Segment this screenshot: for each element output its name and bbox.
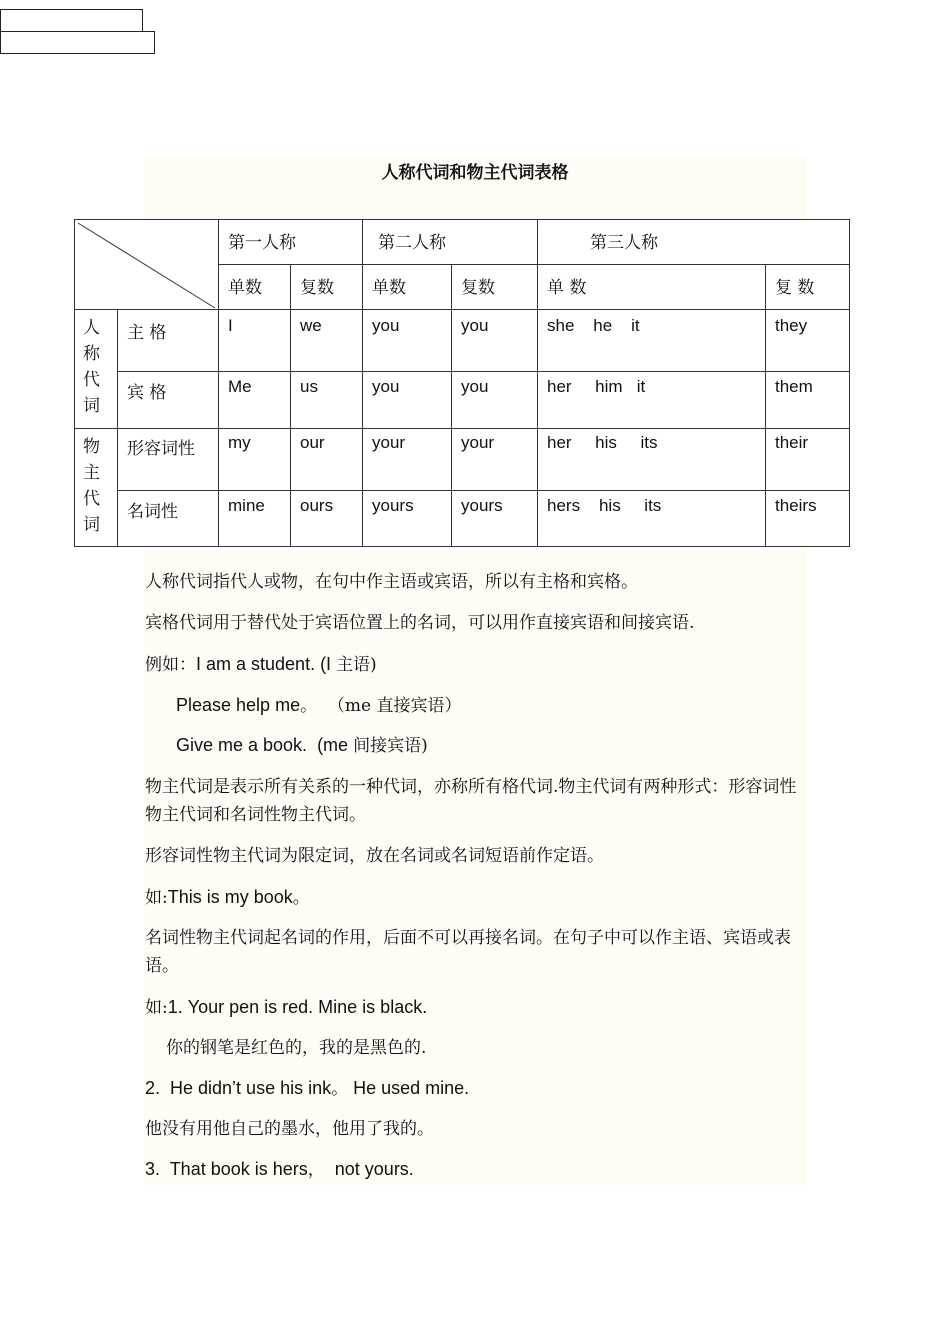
table-cell: Me: [219, 372, 291, 429]
table-cell: her him it: [538, 372, 766, 429]
example-text-end: He used mine.: [348, 1078, 470, 1098]
example-prefix: 如:: [145, 998, 168, 1018]
table-cell: she he it: [538, 310, 766, 372]
pronoun-table: [74, 219, 850, 547]
example-line-4: [145, 883, 805, 912]
table-cell: yours: [452, 491, 538, 547]
table-cell: your: [452, 429, 538, 491]
example-mid: 。: [331, 1079, 349, 1099]
example-line-7: [145, 1155, 805, 1184]
example-line-5: [145, 993, 805, 1022]
example-text: 1. Your pen is red. Mine is black.: [167, 997, 428, 1017]
table-cell: I: [219, 310, 291, 372]
diagonal-header-cell: [75, 220, 219, 310]
header-second-person: 第二人称: [363, 220, 538, 265]
example-text: Give me a book. (me: [176, 735, 354, 755]
table-cell: them: [766, 372, 850, 429]
example-text: I am a student. (I: [196, 654, 337, 674]
example-text-end: not yours.: [324, 1159, 414, 1179]
example-text: This is my book: [167, 887, 293, 907]
table-cell: you: [452, 310, 538, 372]
header-plural: 复数: [291, 265, 363, 310]
header-singular: 单数: [219, 265, 291, 310]
header-singular: 单数: [363, 265, 452, 310]
group-label-text: 人称代词: [83, 318, 100, 416]
table-cell: theirs: [766, 491, 850, 547]
table-cell: we: [291, 310, 363, 372]
example-line-6: [145, 1074, 805, 1103]
paragraph-personal-pronouns: 人称代词指代人或物，在句中作主语或宾语，所以有主格和宾格。: [145, 572, 638, 592]
table-cell: you: [363, 372, 452, 429]
table-cell: her his its: [538, 429, 766, 491]
paragraph-nominal-possessive: 名词性物主代词起名词的作用，后面不可以再接名词。在句子中可以作主语、宾语或表语。: [145, 928, 791, 976]
table-cell: mine: [219, 491, 291, 547]
example-end: 。: [292, 888, 310, 908]
example-prefix: 如:: [145, 888, 168, 908]
example-note: 主语): [336, 655, 377, 675]
paragraph-possessive-pronouns: 物主代词是表示所有关系的一种代词，亦称所有格代词.物主代词有两种形式：形容词性物主代词和名词性物主代词。: [145, 777, 797, 825]
table-cell: their: [766, 429, 850, 491]
table-cell: yours: [363, 491, 452, 547]
example-note: 。 （me 直接宾语）: [300, 696, 462, 716]
table-cell: hers his its: [538, 491, 766, 547]
example-line-2: [176, 691, 796, 720]
example-mid: ，: [307, 1160, 325, 1180]
page-title: 人称代词和物主代词表格: [381, 163, 569, 183]
group-label-possessive: [75, 429, 118, 547]
table-cell: your: [363, 429, 452, 491]
header-box-2: [0, 31, 155, 54]
paragraph-adjectival-possessive: 形容词性物主代词为限定词，放在名词或名词短语前作定语。: [145, 846, 604, 866]
header-plural: 复 数: [766, 265, 850, 310]
row-label: 宾 格: [118, 372, 219, 429]
table-cell: you: [363, 310, 452, 372]
table-cell: they: [766, 310, 850, 372]
group-label-personal: [75, 310, 118, 429]
row-label: 形容词性: [118, 429, 219, 491]
table-cell: us: [291, 372, 363, 429]
header-singular: 单 数: [538, 265, 766, 310]
header-first-person: 第一人称: [219, 220, 363, 265]
table-cell: our: [291, 429, 363, 491]
header-third-person: 第三人称: [538, 220, 850, 265]
paragraph-objective-case: 宾格代词用于替代处于宾语位置上的名词，可以用作直接宾语和间接宾语.: [145, 613, 695, 633]
table-cell: you: [452, 372, 538, 429]
example-translation-5: 你的钢笔是红色的，我的是黑色的.: [166, 1038, 427, 1058]
example-prefix: 例如：: [145, 655, 196, 675]
example-text: Please help me: [176, 695, 301, 715]
table-cell: ours: [291, 491, 363, 547]
example-note: 间接宾语): [353, 736, 428, 756]
example-text: 3. That book is hers: [145, 1159, 308, 1179]
example-translation-6: 他没有用他自己的墨水，他用了我的。: [145, 1119, 434, 1139]
example-line-3: [176, 731, 796, 760]
header-plural: 复数: [452, 265, 538, 310]
row-label: 名词性: [118, 491, 219, 547]
example-text: 2. He didn’t use his ink: [145, 1078, 332, 1098]
diagonal-line: [75, 220, 219, 310]
header-box-1: [0, 9, 143, 32]
group-label-text: 物主代词: [83, 437, 100, 535]
table-cell: my: [219, 429, 291, 491]
example-line-1: [145, 650, 805, 679]
row-label: 主 格: [118, 310, 219, 372]
